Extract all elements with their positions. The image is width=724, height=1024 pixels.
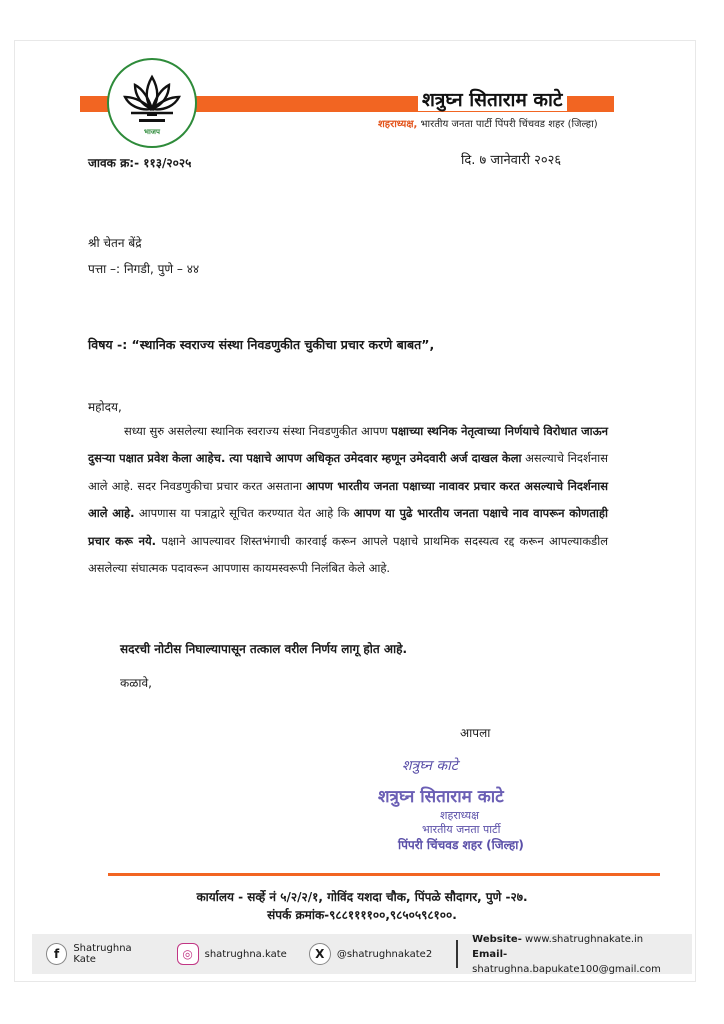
email-label: Email- [472,948,508,960]
website-label: Website- [472,933,522,945]
body-part-4: आपण भारतीय जनता पक्षाच्या नावावर प्रचार करत असल्याचे निदर्शनास आले आहे. [88,478,608,521]
notice-line: सदरची नोटीस निघाल्यापासून तत्काल वरील निर्णय लागू होत आहे. [120,642,408,656]
body-part-6: आपण या पुढे भारतीय जनता पक्षाचे नाव वापरून कोणताही प्रचार करू नये. [88,506,608,548]
signature-city: पिंपरी चिंचवड शहर (जिल्हा) [398,838,524,852]
email-line[interactable] [472,947,692,977]
sender-designation [378,116,598,130]
signature-stamp-name: शत्रुघ्न सिताराम काटे [378,787,504,807]
reference-number: जावक क्र:- ११३/२०२५ [88,156,192,170]
recipient-address: पत्ता –: निगडी, पुणे – ४४ [88,262,200,276]
instagram-icon: ◎ [177,943,199,965]
recipient-block [88,230,199,282]
letter-subject: विषय -: “स्थानिक स्वराज्य संस्था निवडणुकीत चुकीचा प्रचार करणे बाबत”, [88,337,435,352]
footer-separator [456,940,458,968]
facebook-handle: Shatrughna Kate [73,943,132,965]
svg-text:भाजप: भाजप [144,128,160,136]
footer-divider [108,873,660,876]
instagram-handle: shatrughna.kate [204,948,287,960]
x-icon: X [309,943,331,965]
facebook-link[interactable] [46,943,155,965]
salutation: महोदय, [88,400,122,414]
body-part-1: सध्या सुरु असलेल्या स्थानिक स्वराज्य संस्था निवडणुकीत आपण [124,424,392,438]
social-bar [32,934,692,974]
letter-date: दि. ७ जानेवारी २०२६ [461,153,562,168]
bjp-lotus-logo [107,58,197,148]
website-line[interactable] [472,932,692,947]
letterhead-name [418,86,598,112]
web-contact [472,932,692,977]
closing: आपला [460,726,491,740]
designation-rest: भारतीय जनता पार्टी पिंपरी चिंचवड शहर (जिल्हा) [420,119,598,130]
letter-body [88,418,608,582]
email-address: shatrughna.bapukate100@gmail.com [472,963,661,975]
instagram-link[interactable] [177,943,287,965]
office-address: कार्यालय - सर्व्हे नं ५/२/२/१, गोविंद यशदा चौक, पिंपळे सौदागर, पुणे -२७. [196,890,528,904]
kalave: कळावे, [120,676,152,690]
facebook-icon: f [46,943,67,965]
lotus-icon [117,67,187,139]
signature-scribble: शत्रुघ्न काटे [402,758,458,774]
body-part-5: आपणास या पत्राद्वारे सूचित करण्यात येत आहे कि [134,506,354,521]
designation-highlight: शहराध्यक्ष, [378,119,418,130]
body-part-7: पक्षाने आपल्यावर शिस्तभंगाची कारवाई करून आपले पक्षाचे प्राथमिक सदस्यत्व रद्द करून आपल्याकडील असलेल्या संघात्मक पदावरून आपणास कायमस्वरूपी निलंबित केले आहे. [88,533,608,576]
x-handle: @shatrughnakate2 [336,948,433,960]
recipient-name: श्री चेतन बेंद्रे [88,236,142,250]
signature-designation: शहराध्यक्ष [440,809,480,822]
sender-name: शत्रुघ्न सिताराम काटे [418,89,567,111]
contact-numbers: संपर्क क्रमांक-९८८११११००,९८५०५९८१००. [267,908,457,922]
website-url: www.shatrughnakate.in [521,933,644,945]
signature-party: भारतीय जनता पार्टी [422,823,501,836]
body-part-2: पक्षाच्या स्थनिक नेतृत्वाच्या निर्णयाचे विरोधात जाऊन दुसऱ्या पक्षात प्रवेश केला आहेच. त्या पक्षाचे आपण अधिकृत उमेदवार म्हणून उमेदवारी अर्ज दाखल केला [88,424,608,466]
body-part-3: असल्याचे निदर्शनास आले आहे. सदर निवडणुकीचा प्रचार करत असताना [88,451,608,493]
x-link[interactable] [309,943,432,965]
